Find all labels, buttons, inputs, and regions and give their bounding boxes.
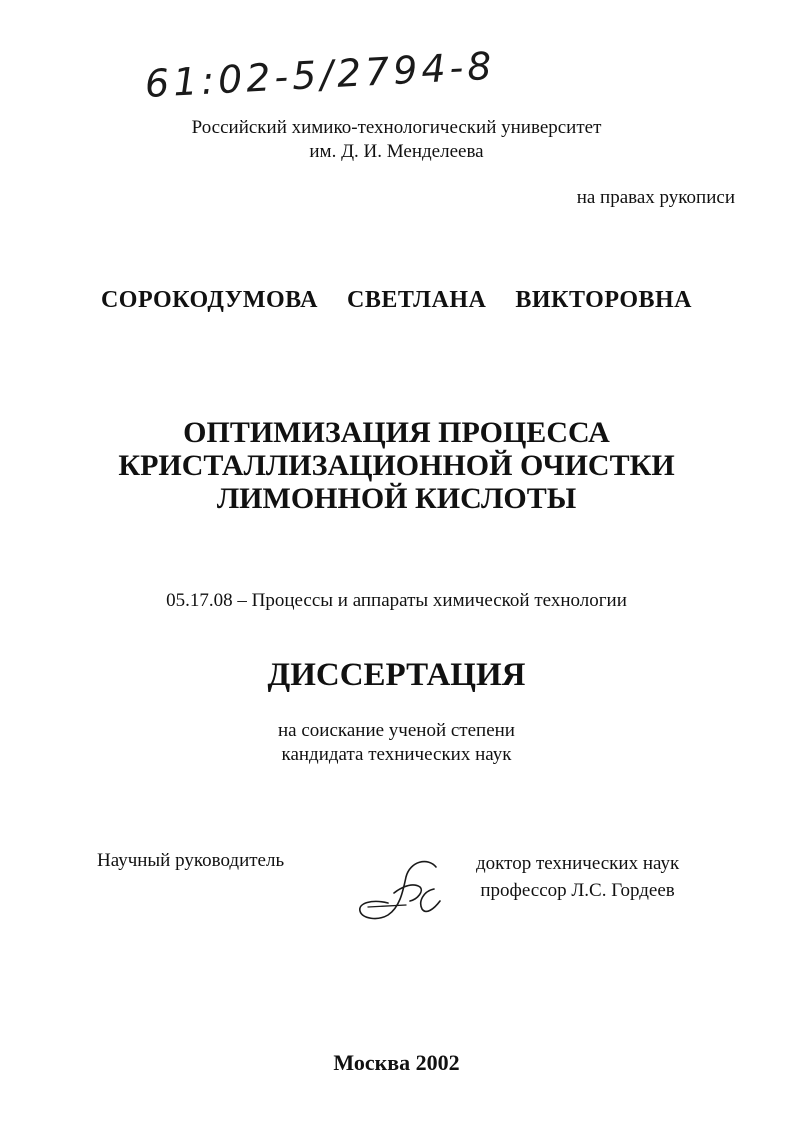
- manuscript-rights-note: на правах рукописи: [576, 187, 735, 208]
- supervisor-signature: [348, 855, 468, 935]
- supervisor-name: профессор Л.С. Гордеев: [480, 880, 675, 901]
- city-year: Москва 2002: [333, 1050, 460, 1075]
- degree-line-1: на соискание ученой степени: [278, 720, 515, 741]
- university-line-1: Российский химико-технологический университет: [191, 117, 602, 138]
- university-line-2: им. Д. И. Менделеева: [309, 141, 484, 162]
- title-line-2: КРИСТАЛЛИЗАЦИОННОЙ ОЧИСТКИ: [118, 449, 675, 482]
- supervisor-credentials: [476, 850, 679, 904]
- document-type: ДИССЕРТАЦИЯ: [267, 657, 526, 693]
- specialty-code: 05.17.08 – Процессы и аппараты химической технологии: [166, 590, 627, 611]
- supervisor-title: доктор технических наук: [476, 853, 680, 874]
- degree-statement: [0, 719, 793, 767]
- title-line-3: ЛИМОННОЙ КИСЛОТЫ: [216, 482, 577, 515]
- signature-icon: [348, 855, 468, 930]
- degree-line-2: кандидата технических наук: [281, 744, 512, 765]
- title-line-1: ОПТИМИЗАЦИЯ ПРОЦЕССА: [183, 416, 610, 449]
- university-name: [0, 116, 793, 164]
- archive-code-handwritten: 61:02-5/2794-8: [143, 43, 497, 106]
- author-name: СОРОКОДУМОВА СВЕТЛАНА ВИКТОРОВНА: [100, 287, 693, 313]
- supervisor-label: Научный руководитель: [97, 850, 285, 871]
- dissertation-title: [0, 416, 793, 515]
